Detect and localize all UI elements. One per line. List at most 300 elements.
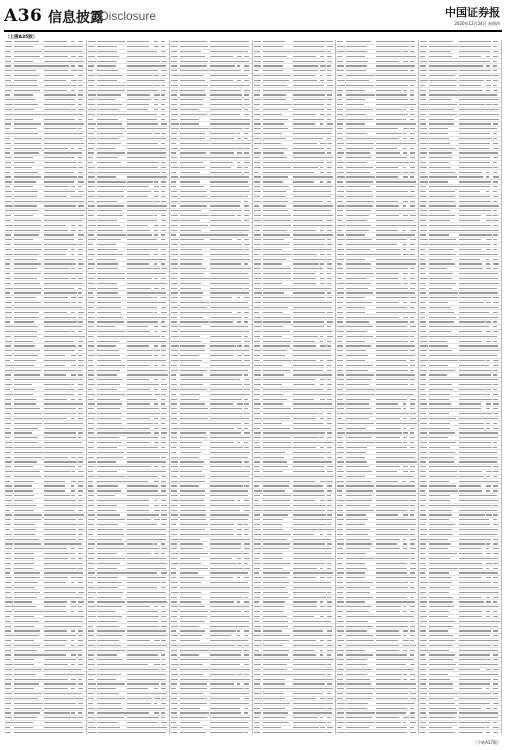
- table-cell: [161, 220, 166, 221]
- table-cell: [263, 157, 287, 158]
- table-cell: [254, 635, 261, 636]
- table-cell: [237, 669, 242, 670]
- table-cell: [127, 133, 152, 134]
- table-cell: [180, 345, 205, 346]
- table-cell: [14, 674, 36, 675]
- table-cell: [210, 698, 237, 699]
- table-cell: [14, 447, 42, 448]
- table-cell: [254, 65, 261, 66]
- table-cell: [154, 510, 160, 511]
- table-cell: [161, 138, 166, 139]
- table-cell: [210, 215, 235, 216]
- table-cell: [14, 360, 36, 361]
- table-cell: [180, 162, 203, 163]
- table-cell: [403, 307, 407, 308]
- table-cell: [244, 418, 249, 419]
- table-cell: [244, 563, 248, 564]
- table-cell: [14, 370, 41, 371]
- table-cell: [244, 712, 248, 713]
- table-cell: [346, 510, 374, 511]
- table-cell: [97, 510, 116, 511]
- table-cell: [263, 423, 282, 424]
- table-cell: [410, 558, 416, 559]
- table-cell: [244, 558, 250, 559]
- table-cell: [254, 674, 260, 675]
- table-cell: [244, 379, 249, 380]
- table-cell: [44, 582, 66, 583]
- table-cell: [410, 273, 415, 274]
- table-cell: [410, 148, 414, 149]
- table-cell: [78, 104, 83, 105]
- table-cell: [237, 326, 240, 327]
- table-cell: [44, 548, 67, 549]
- table-cell: [127, 186, 149, 187]
- table-cell: [263, 307, 288, 308]
- table-cell: [171, 597, 177, 598]
- table-cell: [78, 524, 84, 525]
- table-cell: [71, 70, 77, 71]
- table-cell: [403, 220, 408, 221]
- table-column: [170, 40, 253, 734]
- table-cell: [403, 408, 406, 409]
- table-cell: [376, 408, 400, 409]
- table-cell: [403, 191, 407, 192]
- table-cell: [293, 370, 320, 371]
- table-cell: [78, 674, 84, 675]
- table-cell: [293, 379, 315, 380]
- table-cell: [263, 176, 288, 177]
- table-cell: [14, 215, 33, 216]
- table-cell: [237, 524, 243, 525]
- table-cell: [263, 302, 292, 303]
- table-cell: [171, 447, 176, 448]
- table-cell: [237, 148, 243, 149]
- table-cell: [88, 683, 96, 684]
- table-cell: [154, 722, 159, 723]
- table-cell: [244, 51, 248, 52]
- table-cell: [327, 597, 332, 598]
- table-cell: [5, 384, 12, 385]
- table-cell: [337, 302, 343, 303]
- table-cell: [254, 379, 261, 380]
- table-cell: [97, 345, 116, 346]
- table-cell: [293, 457, 322, 458]
- table-cell: [254, 418, 262, 419]
- table-cell: [71, 732, 74, 733]
- table-cell: [180, 196, 207, 197]
- table-cell: [5, 244, 11, 245]
- table-cell: [14, 423, 42, 424]
- table-cell: [71, 722, 77, 723]
- table-cell: [244, 123, 249, 124]
- table-cell: [97, 452, 124, 453]
- table-cell: [254, 138, 261, 139]
- table-cell: [154, 263, 158, 264]
- table-cell: [127, 577, 163, 578]
- table-cell: [403, 268, 408, 269]
- table-cell: [337, 413, 345, 414]
- table-cell: [327, 41, 332, 42]
- table-cell: [320, 437, 325, 438]
- table-cell: [161, 254, 166, 255]
- table-cell: [71, 674, 76, 675]
- table-cell: [337, 384, 344, 385]
- table-cell: [327, 437, 333, 438]
- table-cell: [263, 317, 291, 318]
- table-cell: [337, 336, 343, 337]
- table-cell: [180, 133, 204, 134]
- table-cell: [263, 563, 291, 564]
- table-cell: [320, 403, 324, 404]
- table-cell: [97, 80, 117, 81]
- table-cell: [376, 254, 400, 255]
- table-cell: [97, 292, 118, 293]
- table-cell: [410, 225, 416, 226]
- table-cell: [327, 722, 332, 723]
- table-cell: [346, 254, 376, 255]
- table-cell: [180, 510, 206, 511]
- table-cell: [346, 481, 371, 482]
- table-cell: [337, 471, 344, 472]
- table-cell: [88, 167, 95, 168]
- table-cell: [154, 423, 159, 424]
- table-cell: [346, 70, 366, 71]
- table-cell: [5, 152, 10, 153]
- table-cell: [237, 61, 242, 62]
- table-cell: [237, 191, 242, 192]
- table-cell: [71, 85, 76, 86]
- table-cell: [376, 399, 403, 400]
- table-cell: [320, 85, 325, 86]
- table-cell: [263, 283, 282, 284]
- table-cell: [244, 601, 249, 602]
- table-cell: [161, 114, 165, 115]
- table-cell: [154, 577, 158, 578]
- table-cell: [263, 225, 291, 226]
- table-cell: [71, 278, 76, 279]
- table-cell: [210, 263, 237, 264]
- table-cell: [403, 476, 408, 477]
- table-cell: [154, 133, 160, 134]
- table-cell: [154, 201, 160, 202]
- table-cell: [71, 510, 76, 511]
- table-cell: [78, 244, 83, 245]
- table-cell: [171, 437, 177, 438]
- table-cell: [180, 292, 203, 293]
- table-cell: [244, 326, 248, 327]
- table-cell: [5, 312, 12, 313]
- table-cell: [244, 374, 248, 375]
- table-cell: [327, 548, 332, 549]
- table-cell: [180, 442, 202, 443]
- table-cell: [346, 61, 367, 62]
- table-cell: [71, 408, 76, 409]
- table-cell: [97, 90, 124, 91]
- table-cell: [71, 273, 74, 274]
- table-cell: [161, 123, 167, 124]
- table-cell: [320, 572, 324, 573]
- table-cell: [161, 259, 165, 260]
- table-cell: [327, 384, 333, 385]
- table-cell: [88, 201, 94, 202]
- table-cell: [78, 215, 83, 216]
- table-cell: [293, 437, 318, 438]
- table-cell: [154, 384, 159, 385]
- table-cell: [14, 254, 39, 255]
- table-cell: [263, 46, 283, 47]
- table-cell: [78, 191, 84, 192]
- table-cell: [210, 181, 246, 182]
- table-cell: [78, 399, 82, 400]
- table-cell: [327, 654, 331, 655]
- table-cell: [327, 592, 331, 593]
- table-cell: [78, 543, 82, 544]
- table-cell: [127, 104, 149, 105]
- table-cell: [327, 148, 331, 149]
- table-cell: [71, 548, 75, 549]
- table-cell: [263, 123, 284, 124]
- table-cell: [346, 278, 367, 279]
- table-cell: [346, 148, 373, 149]
- table-cell: [237, 379, 241, 380]
- table-cell: [320, 568, 323, 569]
- table-cell: [263, 413, 293, 414]
- table-cell: [161, 307, 166, 308]
- table-cell: [320, 205, 324, 206]
- table-cell: [237, 654, 241, 655]
- table-cell: [254, 683, 260, 684]
- table-cell: [154, 519, 160, 520]
- table-cell: [14, 119, 33, 120]
- table-cell: [78, 568, 83, 569]
- table-cell: [78, 365, 84, 366]
- table-cell: [263, 345, 290, 346]
- table-cell: [127, 703, 151, 704]
- table-cell: [263, 510, 292, 511]
- table-cell: [237, 428, 242, 429]
- table-cell: [244, 157, 250, 158]
- table-cell: [44, 196, 67, 197]
- table-cell: [410, 297, 416, 298]
- table-cell: [346, 558, 375, 559]
- table-cell: [71, 616, 76, 617]
- table-cell: [154, 587, 158, 588]
- table-column: [253, 40, 336, 734]
- table-cell: [237, 239, 242, 240]
- table-cell: [161, 336, 165, 337]
- table-cell: [154, 408, 158, 409]
- table-cell: [88, 273, 96, 274]
- table-cell: [171, 592, 179, 593]
- table-cell: [5, 302, 12, 303]
- table-cell: [127, 239, 155, 240]
- table-cell: [44, 119, 71, 120]
- table-cell: [97, 500, 126, 501]
- table-cell: [337, 495, 342, 496]
- table-cell: [171, 616, 177, 617]
- table-cell: [14, 94, 33, 95]
- table-cell: [127, 553, 151, 554]
- table-cell: [97, 312, 121, 313]
- table-cell: [244, 119, 250, 120]
- table-cell: [154, 606, 157, 607]
- table-cell: [14, 345, 35, 346]
- table-cell: [97, 263, 117, 264]
- table-cell: [327, 601, 332, 602]
- table-cell: [293, 283, 316, 284]
- disclosure-table: [4, 40, 502, 734]
- table-cell: [410, 418, 416, 419]
- table-cell: [171, 196, 178, 197]
- table-cell: [254, 278, 262, 279]
- table-cell: [88, 529, 95, 530]
- table-cell: [14, 519, 40, 520]
- table-cell: [78, 408, 83, 409]
- table-cell: [5, 732, 11, 733]
- table-cell: [14, 389, 35, 390]
- table-cell: [5, 273, 10, 274]
- table-cell: [320, 418, 324, 419]
- table-cell: [88, 157, 93, 158]
- table-cell: [44, 606, 65, 607]
- table-cell: [154, 481, 159, 482]
- table-cell: [127, 109, 148, 110]
- table-cell: [410, 176, 414, 177]
- table-cell: [337, 215, 343, 216]
- table-cell: [97, 152, 125, 153]
- table-cell: [14, 432, 32, 433]
- table-cell: [346, 408, 371, 409]
- table-cell: [263, 292, 284, 293]
- table-cell: [180, 341, 201, 342]
- table-cell: [320, 283, 325, 284]
- table-cell: [180, 123, 199, 124]
- table-cell: [14, 61, 33, 62]
- table-cell: [97, 302, 121, 303]
- table-cell: [44, 732, 80, 733]
- table-cell: [161, 524, 166, 525]
- table-cell: [97, 650, 125, 651]
- table-cell: [403, 90, 407, 91]
- table-cell: [410, 485, 415, 486]
- table-cell: [171, 225, 178, 226]
- table-cell: [327, 326, 331, 327]
- table-cell: [293, 56, 315, 57]
- table-cell: [237, 703, 240, 704]
- table-cell: [263, 56, 287, 57]
- table-cell: [337, 481, 344, 482]
- table-cell: [88, 239, 96, 240]
- table-cell: [88, 597, 94, 598]
- table-cell: [180, 355, 199, 356]
- table-cell: [14, 123, 41, 124]
- table-cell: [171, 278, 177, 279]
- table-cell: [97, 428, 126, 429]
- table-cell: [320, 128, 325, 129]
- table-cell: [127, 196, 148, 197]
- table-cell: [320, 119, 324, 120]
- table-cell: [320, 61, 325, 62]
- table-cell: [14, 172, 38, 173]
- table-cell: [327, 640, 332, 641]
- table-cell: [346, 65, 367, 66]
- table-cell: [237, 370, 242, 371]
- table-cell: [410, 104, 414, 105]
- table-cell: [376, 442, 401, 443]
- table-cell: [88, 128, 95, 129]
- table-cell: [210, 244, 237, 245]
- table-cell: [346, 244, 375, 245]
- table-cell: [71, 597, 76, 598]
- table-cell: [97, 61, 116, 62]
- table-cell: [71, 403, 75, 404]
- table-cell: [327, 143, 332, 144]
- table-cell: [254, 592, 261, 593]
- table-cell: [44, 56, 67, 57]
- table-cell: [403, 297, 409, 298]
- table-cell: [5, 104, 13, 105]
- table-cell: [5, 413, 11, 414]
- table-cell: [180, 80, 205, 81]
- table-cell: [180, 70, 209, 71]
- table-cell: [127, 698, 152, 699]
- table-cell: [244, 413, 250, 414]
- table-cell: [327, 350, 332, 351]
- table-cell: [97, 249, 118, 250]
- table-cell: [5, 133, 13, 134]
- table-cell: [327, 181, 331, 182]
- table-cell: [244, 722, 248, 723]
- table-cell: [71, 75, 75, 76]
- table-cell: [78, 326, 82, 327]
- table-cell: [254, 205, 259, 206]
- table-cell: [78, 630, 83, 631]
- table-cell: [237, 186, 243, 187]
- table-cell: [263, 152, 284, 153]
- table-cell: [5, 703, 11, 704]
- table-cell: [14, 601, 32, 602]
- table-cell: [254, 215, 261, 216]
- table-cell: [346, 345, 371, 346]
- table-cell: [171, 514, 178, 515]
- table-cell: [78, 490, 83, 491]
- table-cell: [14, 157, 33, 158]
- table-cell: [127, 437, 155, 438]
- table-cell: [320, 510, 326, 511]
- table-cell: [44, 432, 73, 433]
- table-cell: [171, 582, 178, 583]
- table-cell: [78, 447, 83, 448]
- table-cell: [210, 389, 238, 390]
- table-cell: [337, 543, 344, 544]
- table-cell: [44, 408, 71, 409]
- table-cell: [237, 196, 240, 197]
- table-cell: [171, 693, 178, 694]
- table-cell: [263, 80, 289, 81]
- table-cell: [71, 500, 76, 501]
- table-cell: [78, 220, 83, 221]
- table-cell: [320, 611, 324, 612]
- table-cell: [244, 577, 249, 578]
- table-cell: [327, 471, 333, 472]
- table-cell: [263, 268, 290, 269]
- table-cell: [88, 336, 94, 337]
- table-cell: [244, 176, 249, 177]
- table-cell: [180, 239, 204, 240]
- table-cell: [78, 640, 83, 641]
- table-cell: [410, 167, 415, 168]
- table-cell: [14, 582, 38, 583]
